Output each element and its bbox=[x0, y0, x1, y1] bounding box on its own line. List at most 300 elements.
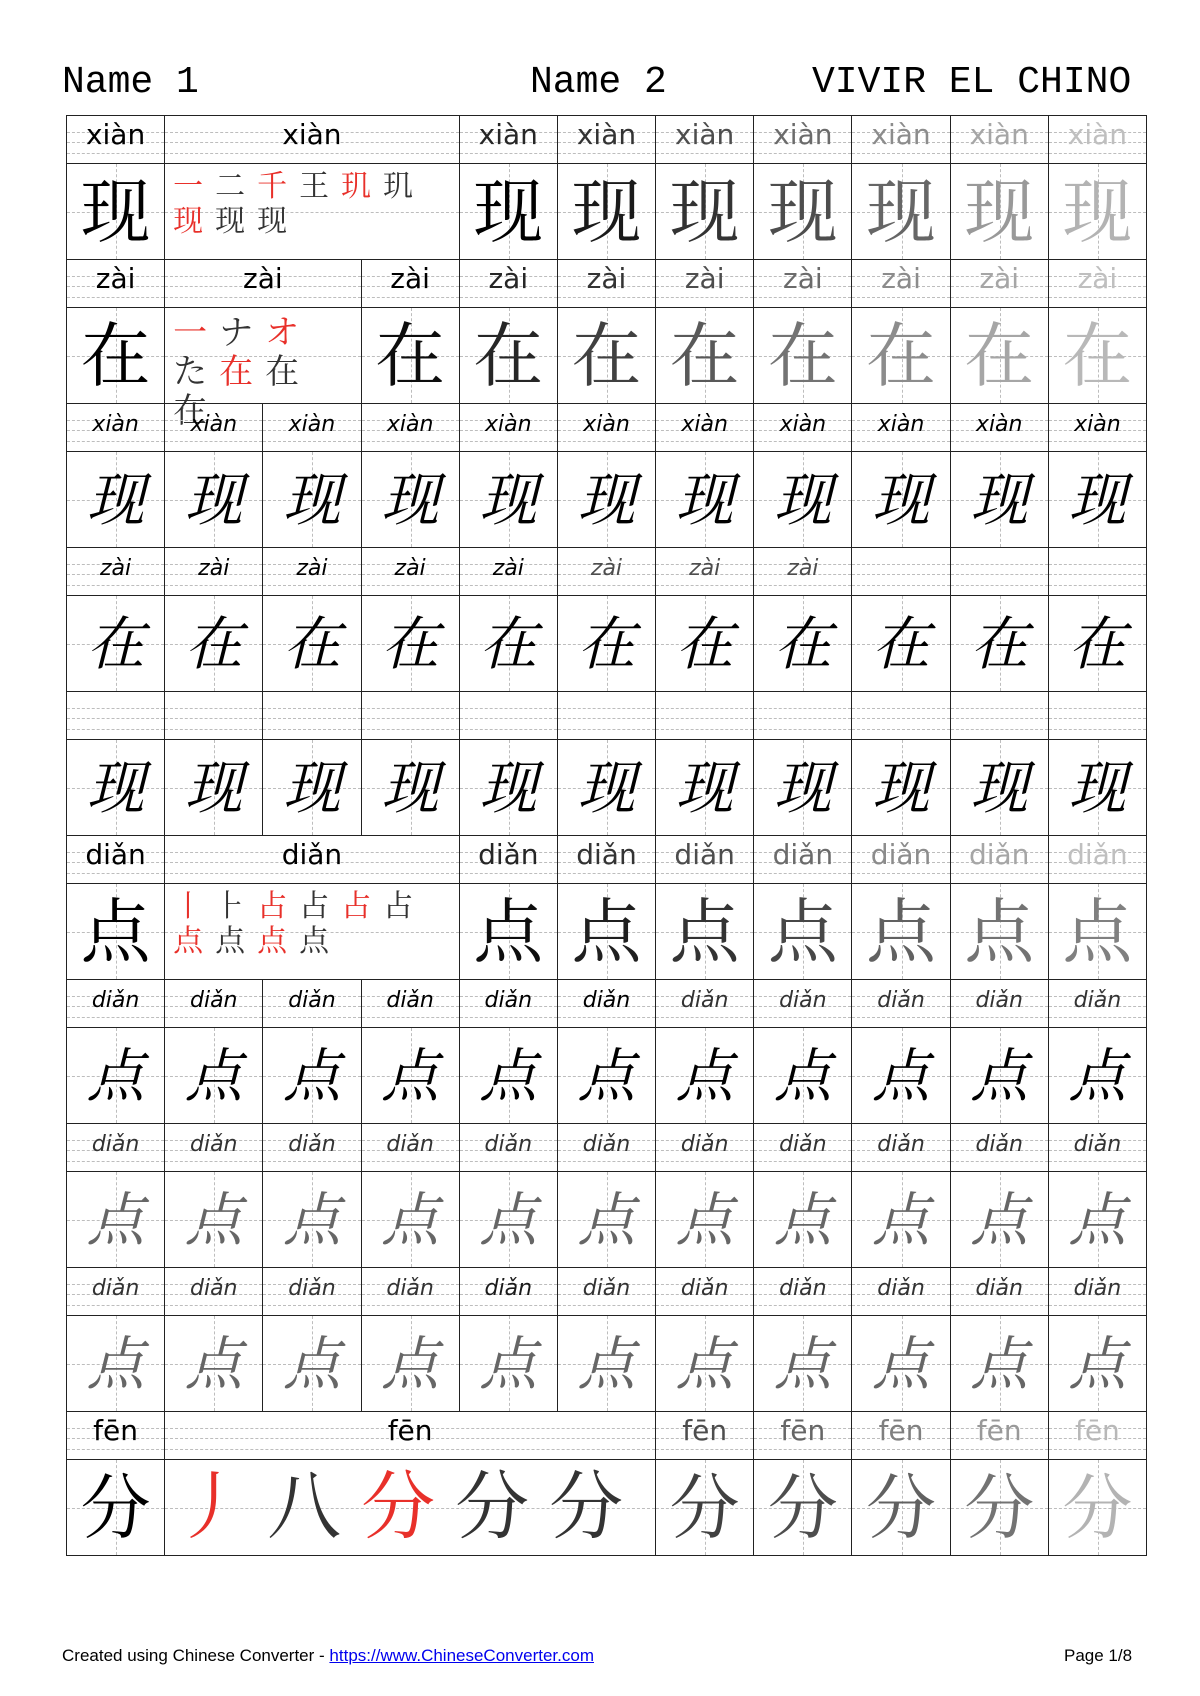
guide-line bbox=[1049, 441, 1146, 442]
guide-line bbox=[558, 297, 655, 298]
char-cell bbox=[655, 1027, 754, 1124]
pinyin-text: zài bbox=[684, 262, 725, 295]
converter-link[interactable]: https://www.ChineseConverter.com bbox=[329, 1646, 594, 1665]
stroke-step: 点 bbox=[257, 923, 288, 959]
guide-line bbox=[656, 718, 753, 719]
pinyin-cell bbox=[164, 403, 263, 452]
pinyin-text: diǎn bbox=[85, 838, 146, 871]
pinyin-cell bbox=[66, 1411, 165, 1460]
char-cell bbox=[655, 1315, 754, 1412]
footer-credit bbox=[62, 1646, 594, 1666]
stroke-step: 八 bbox=[267, 1463, 342, 1550]
char-cell bbox=[361, 739, 460, 836]
guide-line bbox=[951, 297, 1048, 298]
pinyin-text: xiàn bbox=[190, 412, 238, 437]
hanzi-character: 在 bbox=[80, 314, 151, 397]
hanzi-character: 点 bbox=[577, 1041, 636, 1110]
pinyin-text: xiàn bbox=[478, 118, 538, 151]
pinyin-text: zài bbox=[488, 262, 529, 295]
guide-line bbox=[165, 1161, 262, 1162]
char-cell bbox=[1048, 307, 1147, 404]
stroke-step: 二 bbox=[215, 169, 246, 204]
guide-line bbox=[852, 564, 949, 565]
char-cell bbox=[164, 451, 263, 548]
guide-line bbox=[951, 718, 1048, 719]
pinyin-cell bbox=[459, 691, 558, 740]
char-cell bbox=[164, 739, 263, 836]
pinyin-text: zài bbox=[787, 556, 819, 581]
guide-line bbox=[460, 585, 557, 586]
char-cell bbox=[753, 595, 852, 692]
guide-line bbox=[362, 718, 459, 719]
guide-line bbox=[951, 1017, 1048, 1018]
hanzi-character: 点 bbox=[964, 890, 1035, 973]
char-cell bbox=[164, 1315, 263, 1412]
guide-line bbox=[460, 708, 557, 709]
pinyin-text: diǎn bbox=[386, 1276, 434, 1301]
pinyin-text: diǎn bbox=[975, 988, 1023, 1013]
hanzi-character: 点 bbox=[872, 1329, 931, 1398]
pinyin-cell bbox=[753, 1267, 852, 1316]
stroke-step: 玑 bbox=[383, 169, 414, 204]
char-cell bbox=[459, 595, 558, 692]
guide-line bbox=[852, 1161, 949, 1162]
pinyin-cell bbox=[753, 1411, 852, 1460]
pinyin-text: diǎn bbox=[91, 1276, 140, 1301]
pinyin-text: xiàn bbox=[576, 118, 637, 151]
char-cell bbox=[557, 1027, 656, 1124]
pinyin-text: diǎn bbox=[582, 1132, 631, 1157]
char-cell bbox=[950, 595, 1049, 692]
pinyin-cell bbox=[66, 691, 165, 740]
guide-line bbox=[263, 441, 360, 442]
hanzi-character: 在 bbox=[970, 609, 1029, 678]
guide-line bbox=[460, 729, 557, 730]
hanzi-character: 在 bbox=[473, 314, 544, 397]
hanzi-character: 现 bbox=[872, 753, 931, 822]
char-cell bbox=[1048, 451, 1147, 548]
pinyin-text: diǎn bbox=[680, 988, 729, 1013]
guide-line bbox=[460, 1161, 557, 1162]
hanzi-character: 点 bbox=[479, 1185, 538, 1254]
guide-line bbox=[754, 1161, 851, 1162]
pinyin-text: diǎn bbox=[386, 988, 434, 1013]
hanzi-character: 点 bbox=[282, 1329, 341, 1398]
char-cell bbox=[164, 1027, 263, 1124]
guide-line bbox=[1049, 1161, 1146, 1162]
pinyin-cell bbox=[262, 691, 361, 740]
pinyin-cell bbox=[164, 691, 263, 740]
pinyin-text: xiàn bbox=[975, 412, 1023, 437]
hanzi-character: 在 bbox=[479, 609, 538, 678]
char-cell bbox=[753, 1459, 852, 1556]
char-cell bbox=[753, 739, 852, 836]
guide-line bbox=[165, 1305, 262, 1306]
hanzi-character: 现 bbox=[80, 170, 151, 253]
hanzi-character: 在 bbox=[872, 609, 931, 678]
guide-line bbox=[67, 1305, 164, 1306]
stroke-step: ⺊ bbox=[215, 889, 246, 924]
pinyin-text: diǎn bbox=[190, 988, 238, 1013]
char-cell bbox=[950, 883, 1049, 980]
guide-line bbox=[852, 1449, 949, 1450]
stroke-step: 占 bbox=[299, 889, 330, 924]
pinyin-cell bbox=[1048, 979, 1147, 1028]
hanzi-character: 现 bbox=[184, 753, 243, 822]
char-cell bbox=[459, 451, 558, 548]
pinyin-text: zài bbox=[590, 556, 623, 581]
hanzi-character: 在 bbox=[577, 609, 636, 678]
pinyin-text: zài bbox=[586, 262, 627, 295]
pinyin-cell bbox=[164, 259, 361, 308]
pinyin-text: diǎn bbox=[975, 1132, 1023, 1157]
char-cell bbox=[655, 1171, 754, 1268]
pinyin-cell bbox=[459, 1123, 558, 1172]
char-cell bbox=[557, 1315, 656, 1412]
stroke-step: 千 bbox=[257, 169, 288, 204]
pinyin-text: diǎn bbox=[478, 838, 539, 871]
char-cell bbox=[557, 595, 656, 692]
char-cell bbox=[851, 739, 950, 836]
pinyin-text: diǎn bbox=[484, 988, 533, 1013]
guide-line bbox=[754, 441, 851, 442]
pinyin-cell bbox=[459, 1267, 558, 1316]
stroke-step: 玑 bbox=[341, 169, 372, 204]
pinyin-cell bbox=[655, 1123, 754, 1172]
pinyin-text: xiàn bbox=[583, 412, 630, 437]
pinyin-text: diǎn bbox=[680, 1276, 729, 1301]
hanzi-character: 在 bbox=[375, 314, 446, 397]
pinyin-text: xiàn bbox=[675, 118, 735, 151]
char-cell bbox=[851, 883, 950, 980]
pinyin-text: diǎn bbox=[190, 1276, 238, 1301]
guide-line bbox=[1049, 873, 1146, 874]
pinyin-cell bbox=[262, 1123, 361, 1172]
guide-line bbox=[165, 153, 459, 154]
guide-line bbox=[165, 441, 262, 442]
pinyin-cell bbox=[262, 547, 361, 596]
guide-line bbox=[951, 729, 1048, 730]
pinyin-text: diǎn bbox=[91, 1132, 140, 1157]
pinyin-cell bbox=[557, 1123, 656, 1172]
guide-line bbox=[852, 718, 949, 719]
hanzi-character: 分 bbox=[80, 1466, 151, 1549]
char-cell bbox=[1048, 163, 1147, 260]
hanzi-character: 现 bbox=[964, 170, 1035, 253]
name-1-label: Name 1 bbox=[62, 61, 199, 104]
char-cell bbox=[655, 883, 754, 980]
stroke-step: 分 bbox=[549, 1463, 624, 1550]
char-cell bbox=[459, 883, 558, 980]
guide-line bbox=[656, 708, 753, 709]
pinyin-cell bbox=[66, 403, 165, 452]
guide-line bbox=[951, 1449, 1048, 1450]
pinyin-text: fēn bbox=[682, 1414, 728, 1447]
hanzi-character: 在 bbox=[773, 609, 832, 678]
guide-line bbox=[754, 1017, 851, 1018]
pinyin-cell bbox=[851, 259, 950, 308]
hanzi-character: 现 bbox=[675, 753, 734, 822]
pinyin-text: zài bbox=[394, 556, 426, 581]
pinyin-cell bbox=[66, 979, 165, 1028]
hanzi-character: 点 bbox=[669, 890, 740, 973]
stroke-step: 占 bbox=[257, 889, 288, 924]
practice-grid bbox=[66, 115, 1146, 1580]
char-cell bbox=[361, 1171, 460, 1268]
pinyin-cell bbox=[753, 547, 852, 596]
guide-line bbox=[263, 1305, 360, 1306]
guide-line bbox=[656, 1017, 753, 1018]
hanzi-character: 点 bbox=[866, 890, 937, 973]
pinyin-cell bbox=[753, 115, 852, 164]
pinyin-cell bbox=[557, 691, 656, 740]
guide-line bbox=[754, 1305, 851, 1306]
hanzi-character: 现 bbox=[1068, 465, 1127, 534]
guide-line bbox=[362, 729, 459, 730]
char-cell bbox=[1048, 1171, 1147, 1268]
pinyin-cell bbox=[753, 691, 852, 740]
pinyin-text: diǎn bbox=[190, 1132, 238, 1157]
char-cell bbox=[66, 163, 165, 260]
hanzi-character: 现 bbox=[970, 465, 1029, 534]
name-2-label: Name 2 bbox=[530, 61, 667, 104]
stroke-step: 现 bbox=[173, 203, 204, 239]
pinyin-text: zài bbox=[390, 262, 430, 295]
hanzi-character: 现 bbox=[1068, 753, 1127, 822]
stroke-step: 点 bbox=[215, 923, 246, 959]
guide-line bbox=[951, 585, 1048, 586]
char-cell bbox=[950, 1315, 1049, 1412]
char-cell bbox=[164, 163, 460, 260]
pinyin-text: zài bbox=[95, 262, 136, 295]
guide-line bbox=[852, 708, 949, 709]
hanzi-character: 现 bbox=[773, 465, 832, 534]
hanzi-character: 现 bbox=[479, 753, 538, 822]
guide-line bbox=[165, 729, 262, 730]
char-cell bbox=[557, 883, 656, 980]
char-cell bbox=[851, 451, 950, 548]
pinyin-cell bbox=[753, 1123, 852, 1172]
guide-line bbox=[656, 441, 753, 442]
pinyin-cell bbox=[459, 403, 558, 452]
pinyin-cell bbox=[361, 1267, 460, 1316]
pinyin-cell bbox=[361, 547, 460, 596]
pinyin-text: diǎn bbox=[288, 1276, 336, 1301]
stroke-step: 在 bbox=[173, 391, 208, 432]
guide-line bbox=[1049, 729, 1146, 730]
pinyin-cell bbox=[557, 259, 656, 308]
char-cell bbox=[557, 163, 656, 260]
stroke-step: 点 bbox=[173, 923, 204, 959]
pinyin-cell bbox=[66, 115, 165, 164]
pinyin-cell bbox=[164, 1267, 263, 1316]
guide-line bbox=[754, 873, 851, 874]
pinyin-cell bbox=[1048, 115, 1147, 164]
guide-line bbox=[1049, 718, 1146, 719]
guide-line bbox=[558, 441, 655, 442]
pinyin-cell bbox=[164, 835, 460, 884]
char-cell bbox=[851, 595, 950, 692]
pinyin-cell bbox=[459, 115, 558, 164]
hanzi-character: 点 bbox=[571, 890, 642, 973]
hanzi-character: 点 bbox=[1062, 890, 1133, 973]
pinyin-cell bbox=[950, 979, 1049, 1028]
guide-line bbox=[754, 718, 851, 719]
pinyin-text: xiàn bbox=[85, 118, 146, 151]
guide-line bbox=[1049, 1305, 1146, 1306]
guide-line bbox=[67, 1017, 164, 1018]
pinyin-text: xiàn bbox=[871, 118, 931, 151]
guide-line bbox=[656, 729, 753, 730]
stroke-step: 在 bbox=[265, 352, 300, 393]
stroke-step: オ bbox=[265, 313, 300, 353]
hanzi-character: 点 bbox=[577, 1185, 636, 1254]
pinyin-cell bbox=[655, 259, 754, 308]
pinyin-cell bbox=[66, 835, 165, 884]
pinyin-text: diǎn bbox=[576, 838, 637, 871]
char-cell bbox=[262, 451, 361, 548]
pinyin-text: zài bbox=[492, 556, 524, 581]
hanzi-character: 点 bbox=[381, 1329, 440, 1398]
guide-line bbox=[67, 718, 164, 719]
char-cell bbox=[459, 307, 558, 404]
char-cell bbox=[1048, 739, 1147, 836]
hanzi-character: 现 bbox=[282, 753, 341, 822]
char-cell bbox=[66, 1315, 165, 1412]
pinyin-cell bbox=[361, 979, 460, 1028]
pinyin-cell bbox=[1048, 835, 1147, 884]
guide-line bbox=[852, 873, 949, 874]
guide-line bbox=[951, 708, 1048, 709]
guide-line bbox=[558, 708, 655, 709]
guide-line bbox=[754, 153, 851, 154]
pinyin-cell bbox=[361, 1123, 460, 1172]
hanzi-character: 点 bbox=[773, 1329, 832, 1398]
pinyin-text: diǎn bbox=[281, 838, 343, 871]
guide-line bbox=[263, 718, 360, 719]
char-cell bbox=[753, 307, 852, 404]
hanzi-character: 点 bbox=[479, 1041, 538, 1110]
char-cell bbox=[557, 739, 656, 836]
pinyin-cell bbox=[361, 259, 460, 308]
char-cell bbox=[753, 883, 852, 980]
pinyin-cell bbox=[655, 1267, 754, 1316]
hanzi-character: 点 bbox=[773, 1041, 832, 1110]
char-cell bbox=[66, 739, 165, 836]
guide-line bbox=[754, 297, 851, 298]
pinyin-text: diǎn bbox=[779, 1132, 827, 1157]
char-cell bbox=[66, 1171, 165, 1268]
guide-line bbox=[165, 1017, 262, 1018]
hanzi-character: 现 bbox=[381, 465, 440, 534]
hanzi-character: 点 bbox=[80, 890, 151, 973]
pinyin-cell bbox=[950, 115, 1049, 164]
pinyin-text: zài bbox=[243, 262, 283, 295]
hanzi-character: 现 bbox=[577, 753, 636, 822]
hanzi-character: 点 bbox=[282, 1041, 341, 1110]
pinyin-cell bbox=[557, 835, 656, 884]
stroke-order-sequence bbox=[173, 1460, 649, 1555]
guide-line bbox=[656, 297, 753, 298]
pinyin-cell bbox=[950, 259, 1049, 308]
pinyin-text: diǎn bbox=[582, 1276, 631, 1301]
pinyin-cell bbox=[950, 1123, 1049, 1172]
stroke-step: 丿 bbox=[173, 1463, 248, 1550]
guide-line bbox=[1049, 574, 1146, 575]
stroke-step: 占 bbox=[341, 889, 372, 924]
pinyin-cell bbox=[557, 403, 656, 452]
pinyin-cell bbox=[851, 115, 950, 164]
char-cell bbox=[655, 451, 754, 548]
stroke-order-sequence bbox=[173, 890, 453, 975]
pinyin-cell bbox=[164, 1123, 263, 1172]
pinyin-cell bbox=[753, 403, 852, 452]
guide-line bbox=[460, 1017, 557, 1018]
guide-line bbox=[263, 1017, 360, 1018]
guide-line bbox=[67, 297, 164, 298]
guide-line bbox=[558, 1305, 655, 1306]
guide-line bbox=[460, 153, 557, 154]
stroke-step: 一 bbox=[173, 169, 204, 204]
hanzi-character: 分 bbox=[964, 1466, 1035, 1549]
pinyin-text: xiàn bbox=[485, 412, 532, 437]
pinyin-cell bbox=[557, 115, 656, 164]
guide-line bbox=[754, 585, 851, 586]
guide-line bbox=[67, 873, 164, 874]
char-cell bbox=[262, 1315, 361, 1412]
guide-line bbox=[263, 1161, 360, 1162]
hanzi-character: 现 bbox=[872, 465, 931, 534]
pinyin-text: diǎn bbox=[484, 1276, 533, 1301]
char-cell bbox=[459, 163, 558, 260]
pinyin-cell bbox=[1048, 691, 1147, 740]
char-cell bbox=[361, 1027, 460, 1124]
char-cell bbox=[66, 1459, 165, 1556]
pinyin-cell bbox=[655, 1411, 754, 1460]
char-cell bbox=[753, 163, 852, 260]
hanzi-character: 点 bbox=[184, 1185, 243, 1254]
pinyin-text: diǎn bbox=[772, 838, 834, 871]
char-cell bbox=[851, 1171, 950, 1268]
hanzi-character: 点 bbox=[970, 1329, 1029, 1398]
char-cell bbox=[851, 1315, 950, 1412]
stroke-step: 现 bbox=[257, 203, 288, 239]
guide-line bbox=[852, 441, 949, 442]
pinyin-cell bbox=[262, 403, 361, 452]
guide-line bbox=[951, 1305, 1048, 1306]
guide-line bbox=[754, 729, 851, 730]
hanzi-character: 点 bbox=[86, 1329, 145, 1398]
guide-line bbox=[1049, 1017, 1146, 1018]
hanzi-character: 点 bbox=[479, 1329, 538, 1398]
guide-line bbox=[558, 1161, 655, 1162]
hanzi-character: 点 bbox=[970, 1041, 1029, 1110]
hanzi-character: 点 bbox=[872, 1185, 931, 1254]
stroke-step: 占 bbox=[383, 889, 414, 924]
stroke-step: 一 bbox=[173, 313, 208, 353]
pinyin-text: diǎn bbox=[870, 838, 932, 871]
pinyin-text: fēn bbox=[976, 1414, 1022, 1447]
pinyin-cell bbox=[557, 547, 656, 596]
guide-line bbox=[362, 585, 459, 586]
page-number: Page 1/8 bbox=[1064, 1646, 1133, 1665]
char-cell bbox=[164, 883, 460, 980]
pinyin-cell bbox=[950, 1411, 1049, 1460]
pinyin-text: diǎn bbox=[484, 1132, 533, 1157]
pinyin-cell bbox=[557, 1267, 656, 1316]
pinyin-text: zài bbox=[1077, 262, 1118, 295]
hanzi-character: 现 bbox=[773, 753, 832, 822]
